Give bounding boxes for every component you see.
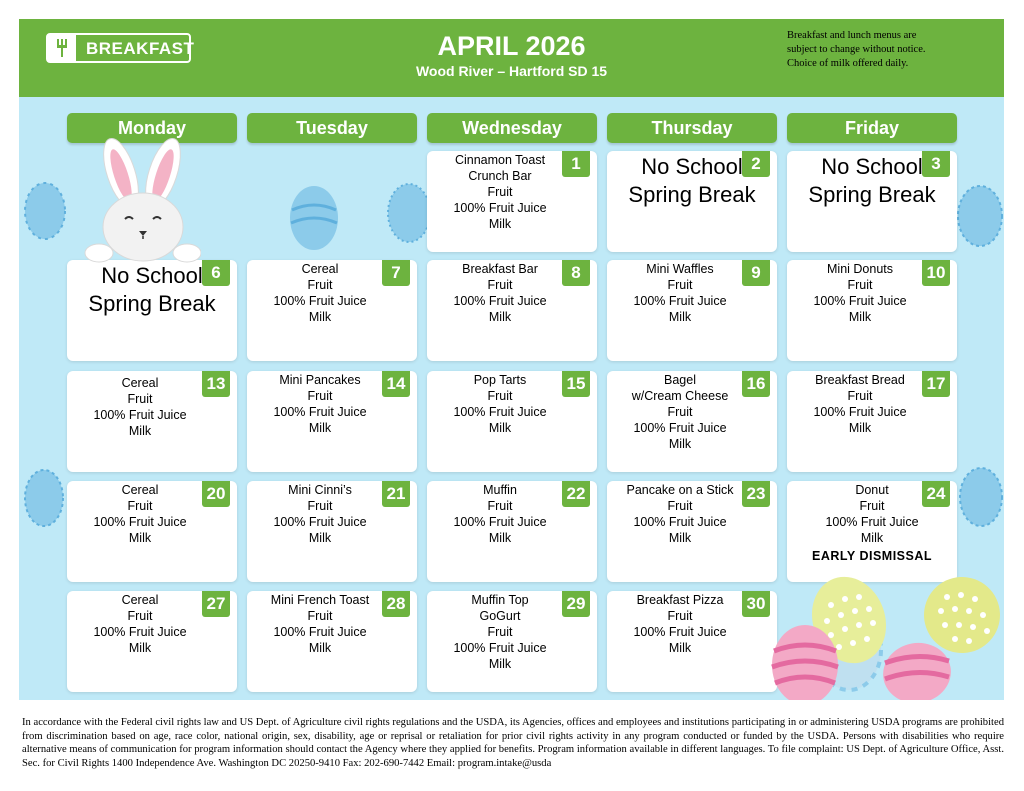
day-number: 28 (382, 591, 410, 617)
menu-items (793, 482, 951, 564)
day-cell-3 (787, 151, 957, 252)
page-title: APRIL 2026 (437, 31, 586, 61)
menu-items (433, 152, 567, 232)
menu-item: Fruit (667, 499, 693, 513)
day-number: 14 (382, 371, 410, 397)
menu-item: 100% Fruit Juice (633, 421, 727, 435)
day-number: 20 (202, 481, 230, 507)
day-number: 2 (742, 151, 770, 177)
notice-line: No School (641, 154, 743, 179)
day-number: 17 (922, 371, 950, 397)
menu-items (611, 482, 749, 546)
menu-item: Milk (488, 421, 512, 435)
menu-item: Fruit (667, 405, 693, 419)
day-header-tuesday: Tuesday (247, 113, 417, 143)
menu-item: Breakfast Bread (815, 373, 905, 387)
menu-item: 100% Fruit Juice (453, 405, 547, 419)
notice-line: No School (101, 263, 203, 288)
day-cell-10 (787, 260, 957, 361)
day-cell-20 (67, 481, 237, 582)
menu-item: Fruit (127, 392, 153, 406)
day-number: 9 (742, 260, 770, 286)
menu-item: Cereal (121, 483, 159, 497)
menu-item: Milk (668, 437, 692, 451)
menu-items (793, 261, 927, 325)
menu-note-line: Breakfast and lunch menus are (787, 30, 917, 41)
day-header-wednesday: Wednesday (427, 113, 597, 143)
day-number: 22 (562, 481, 590, 507)
menu-item: 100% Fruit Juice (825, 515, 919, 529)
menu-note-line: subject to change without notice. (787, 44, 926, 55)
logo-text: BREAKFAST (86, 39, 195, 58)
menu-item: 100% Fruit Juice (273, 625, 367, 639)
calendar-area (19, 97, 1004, 700)
menu-item: Fruit (667, 278, 693, 292)
menu-item: Milk (128, 641, 152, 655)
menu-items (73, 375, 207, 439)
menu-item: 100% Fruit Juice (453, 515, 547, 529)
menu-item: 100% Fruit Juice (453, 641, 547, 655)
menu-item: 100% Fruit Juice (633, 515, 727, 529)
day-number: 7 (382, 260, 410, 286)
day-header-friday: Friday (787, 113, 957, 143)
menu-item: Milk (848, 421, 872, 435)
day-cell-15 (427, 371, 597, 472)
menu-item: Muffin (483, 483, 517, 497)
menu-items (433, 482, 567, 546)
menu-note-line: Choice of milk offered daily. (787, 58, 909, 69)
day-number: 3 (922, 151, 950, 177)
menu-item: 100% Fruit Juice (273, 294, 367, 308)
menu-items (253, 592, 387, 656)
menu-item: Muffin Top (471, 593, 529, 607)
menu-item: 100% Fruit Juice (813, 294, 907, 308)
day-number: 23 (742, 481, 770, 507)
egg-icon (24, 469, 64, 527)
egg-icon (959, 467, 1003, 527)
menu-items (613, 592, 747, 656)
menu-item: Fruit (307, 499, 333, 513)
menu-item: Mini French Toast (270, 593, 370, 607)
day-cell-28 (247, 591, 417, 692)
menu-note (787, 29, 992, 71)
day-number: 21 (382, 481, 410, 507)
menu-item: Mini Cinni’s (288, 483, 352, 497)
menu-items (793, 372, 927, 436)
day-number: 15 (562, 371, 590, 397)
menu-item: Mini Waffles (646, 262, 714, 276)
menu-item: Milk (128, 531, 152, 545)
notice-line: No School (821, 154, 923, 179)
menu-item: 100% Fruit Juice (93, 408, 187, 422)
menu-item: Fruit (487, 499, 513, 513)
day-cell-9 (607, 260, 777, 361)
day-cell-29 (427, 591, 597, 692)
menu-item: Pancake on a Stick (626, 483, 734, 497)
day-header-monday: Monday (67, 113, 237, 143)
day-cell-6 (67, 260, 237, 361)
day-cell-8 (427, 260, 597, 361)
egg-icon (387, 183, 431, 243)
day-cell-30 (607, 591, 777, 692)
menu-items (73, 482, 207, 546)
day-number: 8 (562, 260, 590, 286)
menu-item: Fruit (487, 185, 513, 199)
menu-item: Mini Donuts (827, 262, 893, 276)
day-cell-21 (247, 481, 417, 582)
menu-item: Milk (308, 641, 332, 655)
day-cell-16 (607, 371, 777, 472)
day-number: 27 (202, 591, 230, 617)
day-cell-2 (607, 151, 777, 252)
day-cell-22 (427, 481, 597, 582)
menu-item: Crunch Bar (468, 169, 532, 183)
no-school-notice (791, 153, 953, 209)
menu-item: Milk (308, 421, 332, 435)
day-cell-24 (787, 481, 957, 582)
menu-item: 100% Fruit Juice (453, 294, 547, 308)
menu-items (433, 592, 567, 672)
menu-item: Cinnamon Toast (454, 153, 546, 167)
egg-icon (957, 185, 1003, 247)
menu-item: Fruit (307, 278, 333, 292)
egg-icon (24, 182, 66, 240)
notice-line: Spring Break (88, 291, 216, 316)
day-cell-1 (427, 151, 597, 252)
menu-item: Milk (488, 531, 512, 545)
menu-item: Milk (668, 531, 692, 545)
menu-item: Fruit (487, 625, 513, 639)
menu-item: 100% Fruit Juice (273, 405, 367, 419)
day-cell-27 (67, 591, 237, 692)
menu-item: Cereal (121, 376, 159, 390)
notice-line: Spring Break (808, 182, 936, 207)
menu-item: Bagel (664, 373, 696, 387)
egg-icon (289, 185, 339, 251)
early-dismissal-note: EARLY DISMISSAL (811, 549, 933, 563)
menu-item: 100% Fruit Juice (633, 294, 727, 308)
menu-item: Fruit (859, 499, 885, 513)
day-number: 30 (742, 591, 770, 617)
day-cell-23 (607, 481, 777, 582)
menu-item: 100% Fruit Juice (633, 625, 727, 639)
menu-item: Milk (488, 217, 512, 231)
day-cell-17 (787, 371, 957, 472)
menu-item: Fruit (487, 389, 513, 403)
easter-eggs-illustration (769, 575, 1004, 700)
menu-item: Breakfast Bar (462, 262, 538, 276)
menu-items (433, 372, 567, 436)
menu-item: Cereal (121, 593, 159, 607)
menu-item: w/Cream Cheese (631, 389, 729, 403)
day-cell-7 (247, 260, 417, 361)
menu-item: Cereal (301, 262, 339, 276)
no-school-notice (71, 262, 233, 318)
day-cell-14 (247, 371, 417, 472)
menu-item: Milk (128, 424, 152, 438)
header-banner (19, 19, 1004, 97)
menu-item: Fruit (847, 278, 873, 292)
menu-item: Fruit (667, 609, 693, 623)
menu-item: Milk (308, 310, 332, 324)
day-number: 10 (922, 260, 950, 286)
menu-item: Pop Tarts (473, 373, 527, 387)
day-header-thursday: Thursday (607, 113, 777, 143)
district-subtitle: Wood River – Hartford SD 15 (415, 63, 608, 79)
civil-rights-statement: In accordance with the Federal civil rights law and US Dept. of Agriculture civil rights regulations and the USDA, its Agencies, offices and employees and institutions participating in or administering USDA programs are prohibited from discrimination based on age, race color, national origin, sex, disability, age or reprisal or retaliation for prior civil rights activity in any program conducted or funded by the USDA. Persons with disabilities who require alternative means of communication for program information should contact the Agency where they applied for benefits. Program information available in different languages. To file complaint: US Dept. of Agriculture Office, Asst. Sec. for Civil Rights 1400 Independence Ave. Washington DC 20250-9410 Fax: 202-690-7442 Email: program.intake@usda (22, 717, 1004, 769)
menu-items (253, 482, 387, 546)
day-number: 29 (562, 591, 590, 617)
menu-item: Fruit (307, 609, 333, 623)
menu-items (253, 261, 387, 325)
day-number: 24 (922, 481, 950, 507)
day-number: 1 (562, 151, 590, 177)
day-number: 6 (202, 260, 230, 286)
menu-item: Breakfast Pizza (636, 593, 724, 607)
bunny-icon (81, 135, 201, 265)
menu-item: Fruit (127, 499, 153, 513)
day-cell-13 (67, 371, 237, 472)
menu-item: 100% Fruit Juice (93, 515, 187, 529)
menu-item: Fruit (487, 278, 513, 292)
notice-line: Spring Break (628, 182, 756, 207)
menu-item: Milk (668, 310, 692, 324)
menu-item: 100% Fruit Juice (93, 625, 187, 639)
menu-item: Milk (848, 310, 872, 324)
menu-item: Milk (308, 531, 332, 545)
menu-items (433, 261, 567, 325)
no-school-notice (611, 153, 773, 209)
menu-items (73, 592, 207, 656)
menu-item: 100% Fruit Juice (273, 515, 367, 529)
menu-item: Milk (860, 531, 884, 545)
menu-items (613, 372, 747, 452)
menu-item: Milk (488, 657, 512, 671)
menu-item: Fruit (847, 389, 873, 403)
day-number: 13 (202, 371, 230, 397)
menu-item: Donut (855, 483, 889, 497)
menu-items (613, 261, 747, 325)
menu-item: Milk (488, 310, 512, 324)
menu-item: 100% Fruit Juice (813, 405, 907, 419)
menu-item: GoGurt (479, 609, 521, 623)
menu-item: Milk (668, 641, 692, 655)
menu-item: 100% Fruit Juice (453, 201, 547, 215)
menu-item: Mini Pancakes (279, 373, 361, 387)
menu-items (253, 372, 387, 436)
menu-item: Fruit (307, 389, 333, 403)
day-number: 16 (742, 371, 770, 397)
menu-item: Fruit (127, 609, 153, 623)
